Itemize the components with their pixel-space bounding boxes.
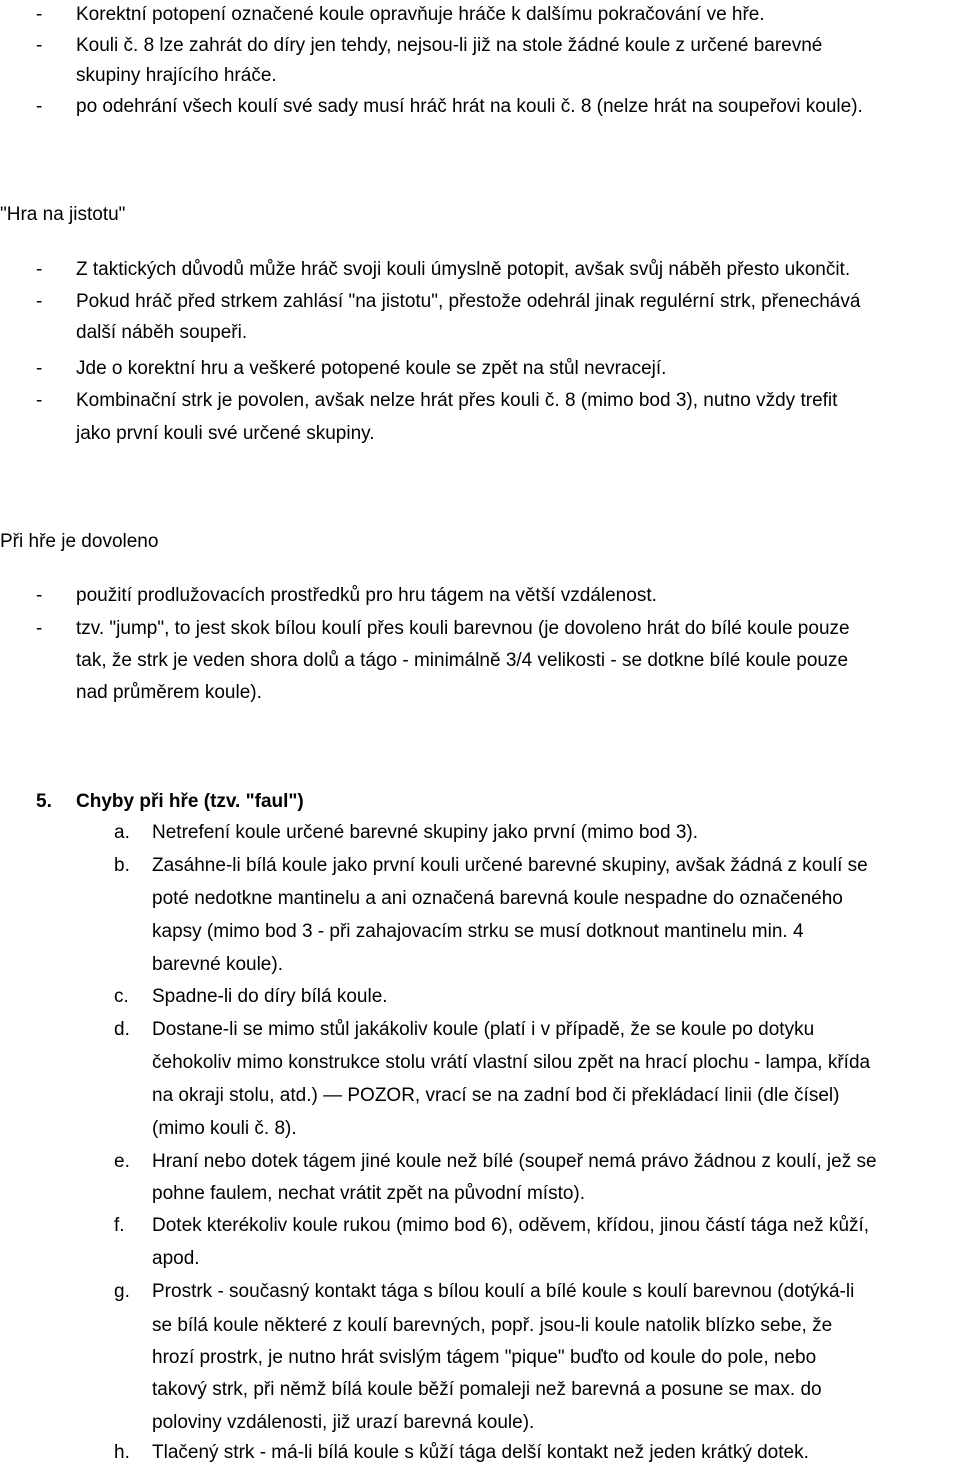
bullet-dash: - <box>36 35 43 56</box>
list-item-letter: e. <box>114 1151 130 1172</box>
bullet-dash: - <box>36 390 43 411</box>
list-item-text: Zasáhne-li bílá koule jako první kouli určené barevné skupiny, avšak žádná z koulí se <box>152 855 868 876</box>
list-item-letter: d. <box>114 1019 130 1040</box>
heading-text: Při hře je dovoleno <box>0 531 159 552</box>
list-item-text: takový strk, při němž bílá koule běží pomaleji než barevná a posune se max. do <box>152 1379 822 1400</box>
list-item-text: Korektní potopení označené koule opravňuje hráče k dalšímu pokračování ve hře. <box>76 4 765 25</box>
list-item-text: se bílá koule některé z koulí barevných, popř. jsou-li koule natolik blízko sebe, že <box>152 1315 833 1336</box>
list-item-text: další náběh soupeři. <box>76 322 248 343</box>
bullet-dash: - <box>36 259 43 280</box>
list-item-text: čehokoliv mimo konstrukce stolu vrátí vlastní silou zpět na hrací plochu - lampa, křída <box>152 1052 871 1073</box>
list-item-text: kapsy (mimo bod 3 - při zahajovacím strku se musí dotknout mantinelu min. 4 <box>152 921 804 942</box>
bullet-dash: - <box>36 618 43 639</box>
list-item-text: Dostane-li se mimo stůl jakákoliv koule (platí i v případě, že se koule po dotyku <box>152 1019 815 1040</box>
list-item-text: hrozí prostrk, je nutno hrát svislým tágem "pique" buďto od koule do pole, nebo <box>152 1347 817 1368</box>
list-item-letter: c. <box>114 986 129 1007</box>
section-number: 5. <box>36 791 52 812</box>
list-item-letter: f. <box>114 1215 125 1236</box>
bullet-dash: - <box>36 96 43 117</box>
list-item-text: použití prodlužovacích prostředků pro hru tágem na větší vzdálenost. <box>76 585 657 606</box>
list-item-text: poté nedotkne mantinelu a ani označená barevná koule nespadne do označeného <box>152 888 843 909</box>
list-item-letter: a. <box>114 822 130 843</box>
list-item-text: skupiny hrajícího hráče. <box>76 65 277 86</box>
list-item-text: Netrefení koule určené barevné skupiny jako první (mimo bod 3). <box>152 822 698 843</box>
list-item-text: Z taktických důvodů může hráč svoji kouli úmyslně potopit, avšak svůj náběh přesto ukončit. <box>76 259 851 280</box>
list-item-text: na okraji stolu, atd.) — POZOR, vrací se na zadní bod či překládací linii (dle čísel) <box>152 1085 840 1106</box>
bullet-dash: - <box>36 585 43 606</box>
list-item-text: tzv. "jump", to jest skok bílou koulí přes kouli barevnou (je dovoleno hrát do bílé koule pouze <box>76 618 850 639</box>
list-item-text: tak, že strk je veden shora dolů a tágo - minimálně 3/4 velikosti - se dotkne bílé koule pouze <box>76 650 849 671</box>
bullet-dash: - <box>36 358 43 379</box>
list-item-text: Tlačený strk - má-li bílá koule s kůží tága delší kontakt než jeden krátký dotek. <box>152 1442 809 1463</box>
list-item-text: pohne faulem, nechat vrátit zpět na původní místo). <box>152 1183 586 1204</box>
list-item-text: (mimo kouli č. 8). <box>152 1118 297 1139</box>
list-item-text: Kouli č. 8 lze zahrát do díry jen tehdy, nejsou-li již na stole žádné koule z určené barevné <box>76 35 823 56</box>
list-item-text: apod. <box>152 1248 200 1269</box>
list-item-letter: h. <box>114 1442 130 1463</box>
list-item-text: poloviny vzdálenosti, již urazí barevná koule). <box>152 1412 535 1433</box>
list-item-text: jako první kouli své určené skupiny. <box>76 423 375 444</box>
list-item-text: Hraní nebo dotek tágem jiné koule než bílé (soupeř nemá právo žádnou z koulí, jež se <box>152 1151 877 1172</box>
list-item-letter: b. <box>114 855 130 876</box>
list-item-text: nad průměrem koule). <box>76 682 262 703</box>
list-item-text: Pokud hráč před strkem zahlásí "na jistotu", přestože odehrál jinak regulérní strk, přenechává <box>76 291 861 312</box>
bullet-dash: - <box>36 4 43 25</box>
list-item-letter: g. <box>114 1281 130 1302</box>
heading-text: "Hra na jistotu" <box>0 204 126 225</box>
list-item-text: po odehrání všech koulí své sady musí hráč hrát na kouli č. 8 (nelze hrát na soupeřovi koule). <box>76 96 863 117</box>
list-item-text: Dotek kterékoliv koule rukou (mimo bod 6), oděvem, křídou, jinou částí tága než kůží, <box>152 1215 870 1236</box>
section-title: Chyby při hře (tzv. "faul") <box>76 791 304 812</box>
list-item-text: Prostrk - současný kontakt tága s bílou koulí a bílé koule s koulí barevnou (dotýká-li <box>152 1281 855 1302</box>
list-item-text: Kombinační strk je povolen, avšak nelze hrát přes kouli č. 8 (mimo bod 3), nutno vždy trefit <box>76 390 838 411</box>
list-item-text: barevné koule). <box>152 954 283 975</box>
list-item-text: Spadne-li do díry bílá koule. <box>152 986 388 1007</box>
list-item-text: Jde o korektní hru a veškeré potopené koule se zpět na stůl nevracejí. <box>76 358 667 379</box>
bullet-dash: - <box>36 291 43 312</box>
